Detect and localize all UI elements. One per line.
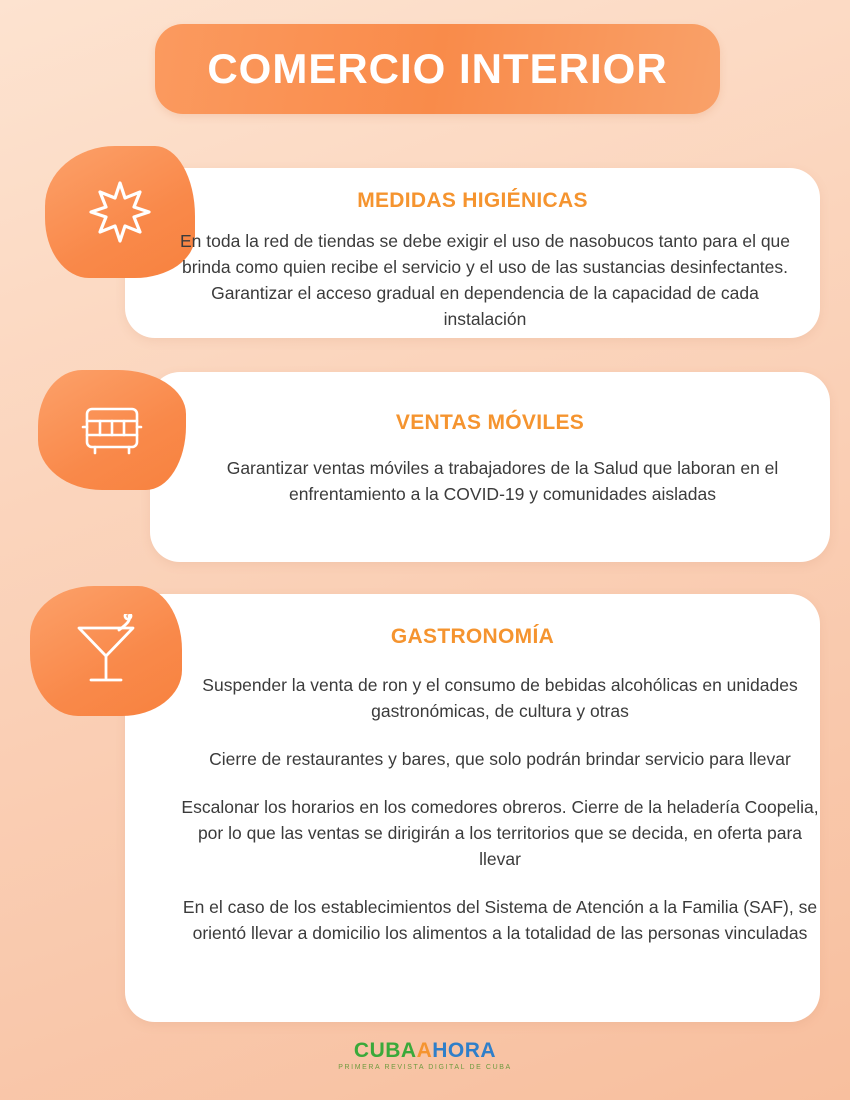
section-body-hygiene: En toda la red de tiendas se debe exigir el uso de nasobucos tanto para el que brinda como quien recibe el servicio y el uso de las sustancias desinfectantes. Garantizar el acceso gradual en dependencia de la capacidad de cada instalación: [180, 231, 791, 329]
logo-text-cuba: CUBA: [353, 1039, 417, 1062]
list-item: Escalonar los horarios en los comedores obreros. Cierre de la heladería Coopelia, por lo que las ventas se dirigirán a los territorios que se decida, en oferta para llevar: [181, 797, 819, 869]
logo-wordmark: [0, 1040, 850, 1062]
logo-tagline: PRIMERA REVISTA DIGITAL DE CUBA: [338, 1064, 512, 1071]
logo-text-a: A: [416, 1039, 433, 1062]
cocktail-glass-icon-blob: [30, 586, 182, 716]
footer-logo: [0, 1040, 850, 1071]
bus-icon: [77, 401, 147, 459]
list-item: Cierre de restaurantes y bares, que solo podrán brindar servicio para llevar: [209, 749, 791, 769]
section-title-hygiene: MEDIDAS HIGIÉNICAS: [357, 189, 588, 212]
page-title-banner: [155, 24, 720, 114]
list-item: Suspender la venta de ron y el consumo de bebidas alcohólicas en unidades gastronómicas, de cultura y otras: [202, 675, 798, 721]
page-title: COMERCIO INTERIOR: [207, 45, 668, 92]
logo-text-hora: HORA: [432, 1039, 497, 1062]
section-title-mobile-sales: VENTAS MÓVILES: [395, 411, 585, 434]
list-item: En el caso de los establecimientos del Sistema de Atención a la Familia (SAF), se orientó llevar a domicilio los alimentos a la totalidad de las personas vinculadas: [182, 897, 818, 943]
section-title-gastronomy: GASTRONOMÍA: [390, 625, 555, 648]
section-body-mobile-sales: Garantizar ventas móviles a trabajadores de la Salud que laboran en el enfrentamiento a la COVID-19 y comunidades aisladas: [226, 458, 779, 504]
gastronomy-measure-list: [175, 672, 825, 946]
